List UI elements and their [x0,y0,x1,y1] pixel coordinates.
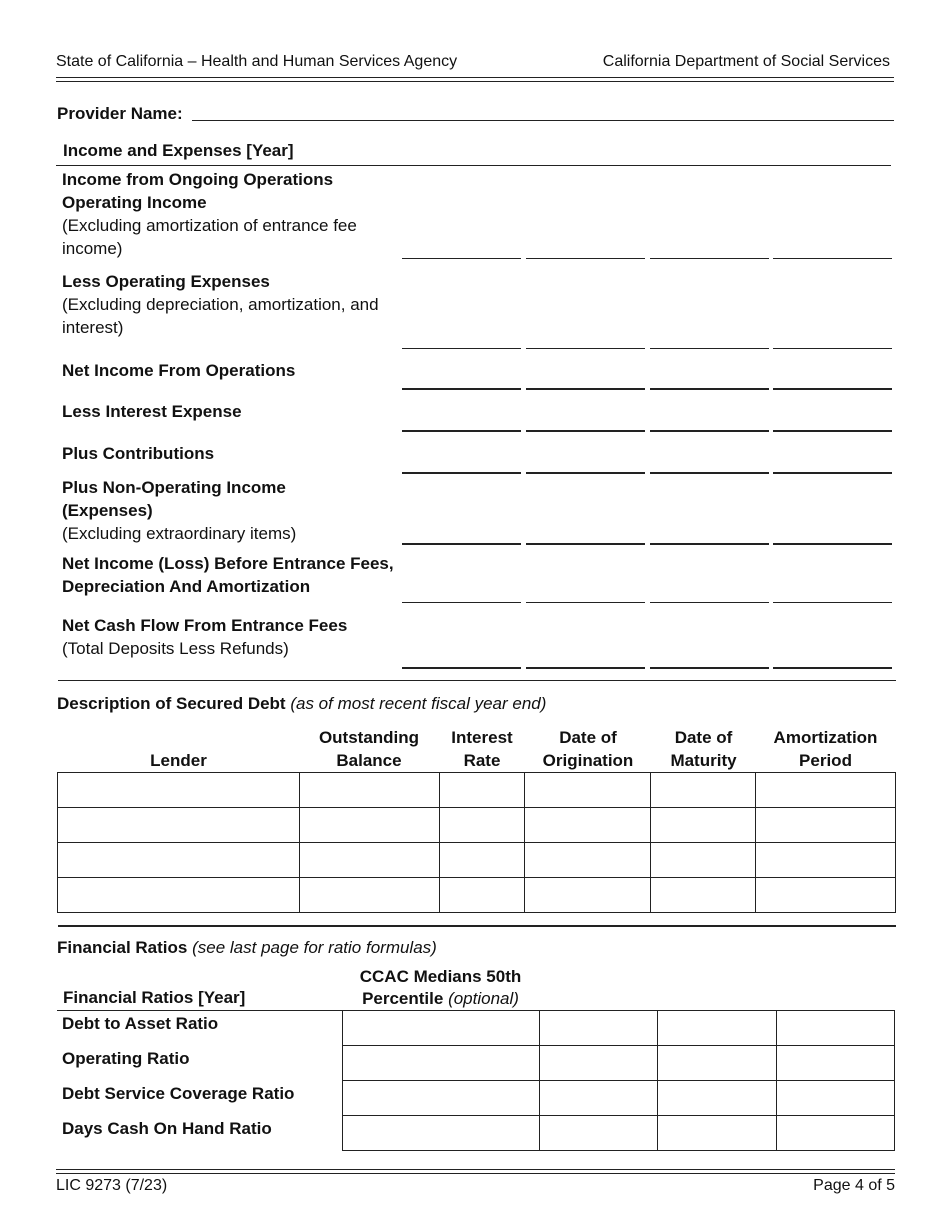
income-row-label: Less Operating Expenses [62,272,270,291]
provider-name-field[interactable] [192,100,894,121]
ratio-cell[interactable] [658,1081,777,1116]
col-line2: Period [799,751,852,770]
income-row-label: Net Cash Flow From Entrance Fees [62,616,348,635]
income-input-line[interactable] [526,543,645,545]
table-row [343,1046,895,1081]
income-row-label: Plus Non-Operating Income (Expenses) [62,478,286,520]
income-input-line[interactable] [526,667,645,669]
table-row [343,1116,895,1151]
income-row-note: (Excluding depreciation, amortization, and interest) [62,295,379,337]
table-row [58,808,896,843]
debt-cell[interactable] [756,878,896,913]
income-row-note: (Excluding amortization of entrance fee income) [62,216,357,258]
debt-col-lender [58,726,299,772]
income-input-line[interactable] [526,348,645,349]
col-line2: Lender [150,751,207,770]
debt-cell[interactable] [58,773,300,808]
ratios-table [342,1010,895,1151]
debt-cell[interactable] [651,878,756,913]
ratio-cell[interactable] [343,1116,540,1151]
table-row [343,1011,895,1046]
income-input-line[interactable] [773,472,892,474]
footer-form-number: LIC 9273 (7/23) [56,1177,168,1194]
col-line2: Maturity [670,751,737,770]
ccac-line1: CCAC Medians 50th [359,967,522,986]
income-row-operating-income [62,168,397,260]
table-row [343,1081,895,1116]
ratio-cell[interactable] [777,1116,895,1151]
footer-rule-top [56,1169,895,1170]
col-line1: Interest [451,728,513,747]
col-line1 [58,726,299,749]
income-row-label: Plus Contributions [62,444,215,463]
income-input-line[interactable] [650,430,769,432]
income-input-line[interactable] [773,667,892,669]
income-input-line[interactable] [650,667,769,669]
debt-cell[interactable] [651,843,756,878]
income-input-line[interactable] [402,388,521,390]
income-row-non-operating [62,476,362,545]
col-line1: Date of [559,728,617,747]
ratios-subtitle: (see last page for ratio formulas) [192,938,437,957]
ratio-cell[interactable] [777,1081,895,1116]
income-heading: Income and Expenses [Year] [63,141,294,160]
section-rule-debt [58,680,896,681]
income-input-line[interactable] [773,430,892,432]
debt-cell[interactable] [525,808,651,843]
income-row-contributions [62,442,397,465]
debt-subtitle: (as of most recent fiscal year end) [290,694,547,713]
debt-cell[interactable] [58,878,300,913]
ratio-cell[interactable] [539,1046,658,1081]
income-input-line[interactable] [526,472,645,474]
ratios-title: Financial Ratios [57,938,188,957]
provider-name-label: Provider Name: [57,104,183,123]
debt-col-rate [439,726,525,772]
income-input-line[interactable] [650,602,769,603]
income-row-entrance-fees [62,614,397,660]
ratio-label: Operating Ratio [62,1049,190,1068]
income-row-label: Net Income (Loss) Before Entrance Fees, Depreciation And Amortization [62,554,394,596]
income-input-line[interactable] [402,258,521,259]
income-input-line[interactable] [773,258,892,259]
debt-cell[interactable] [58,808,300,843]
debt-cell[interactable] [525,773,651,808]
ratios-row-rule [57,1010,343,1011]
income-input-line[interactable] [402,543,521,545]
footer-page-number: Page 4 of 5 [813,1177,895,1194]
ratio-cell[interactable] [658,1011,777,1046]
income-row-sublabel: Operating Income [62,193,207,212]
debt-cell[interactable] [58,843,300,878]
income-input-line[interactable] [650,543,769,545]
debt-col-balance [299,726,439,772]
debt-col-origination [525,726,651,772]
ratio-cell[interactable] [658,1116,777,1151]
debt-cell[interactable] [651,773,756,808]
col-line1: Date of [674,728,733,747]
debt-cell[interactable] [525,878,651,913]
income-row-interest-expense [62,400,397,423]
ratio-cell[interactable] [343,1011,540,1046]
debt-title: Description of Secured Debt [57,694,286,713]
income-input-line[interactable] [773,543,892,545]
debt-cell[interactable] [756,773,896,808]
income-input-line[interactable] [773,348,892,349]
debt-cell[interactable] [299,878,439,913]
ratio-cell[interactable] [343,1081,540,1116]
income-input-line[interactable] [650,258,769,259]
debt-cell[interactable] [439,878,525,913]
ratios-col-ccac [342,966,539,1010]
debt-cell[interactable] [299,808,439,843]
income-input-line[interactable] [650,388,769,390]
income-input-line[interactable] [526,602,645,603]
income-row-operating-expenses [62,270,397,339]
income-input-line[interactable] [402,667,521,669]
income-row-label: Less Interest Expense [62,402,242,421]
income-row-net-income-before-fees [62,552,402,598]
income-input-line[interactable] [650,348,769,349]
debt-col-maturity [651,726,756,772]
income-input-line[interactable] [402,348,521,349]
header-rule-top [56,77,894,78]
col-line2: Origination [542,751,634,770]
income-row-label: Income from Ongoing Operations [62,170,334,189]
ratio-cell[interactable] [539,1116,658,1151]
ccac-optional: (optional) [448,989,519,1008]
debt-cell[interactable] [651,808,756,843]
table-row [58,878,896,913]
income-input-line[interactable] [650,472,769,474]
debt-cell[interactable] [525,843,651,878]
debt-cell[interactable] [756,808,896,843]
header-rule-bottom [56,81,894,82]
debt-col-amortization [756,726,895,772]
ratio-cell[interactable] [777,1046,895,1081]
col-line1: Outstanding [318,728,420,747]
col-line2: Rate [463,751,501,770]
ratio-cell[interactable] [343,1046,540,1081]
debt-cell[interactable] [439,808,525,843]
ratio-cell[interactable] [539,1011,658,1046]
ratio-label: Days Cash On Hand Ratio [62,1119,272,1138]
debt-table [57,772,896,913]
income-row-label: Net Income From Operations [62,361,296,380]
income-input-line[interactable] [773,388,892,390]
income-input-line[interactable] [402,472,521,474]
debt-cell[interactable] [299,773,439,808]
debt-cell[interactable] [439,843,525,878]
section-rule-ratios [58,925,896,927]
ratios-col-label: Financial Ratios [Year] [63,988,246,1007]
income-row-note: (Excluding extraordinary items) [62,524,297,543]
income-input-line[interactable] [526,430,645,432]
ratio-label: Debt Service Coverage Ratio [62,1084,295,1103]
ratios-section-title [57,938,437,958]
income-row-net-income-operations [62,359,397,382]
income-row-note: (Total Deposits Less Refunds) [62,639,289,658]
income-input-line[interactable] [526,388,645,390]
ratio-cell[interactable] [777,1011,895,1046]
col-line2: Balance [336,751,402,770]
ratio-cell[interactable] [658,1046,777,1081]
income-heading-rule [56,165,891,166]
income-input-line[interactable] [402,602,521,603]
header-agency: State of California – Health and Human Services Agency [56,53,458,70]
header-department: California Department of Social Services [602,53,890,70]
debt-cell[interactable] [439,773,525,808]
debt-cell[interactable] [299,843,439,878]
footer-rule-bottom [56,1173,895,1174]
ratio-cell[interactable] [539,1081,658,1116]
table-row [58,773,896,808]
ratio-label: Debt to Asset Ratio [62,1014,219,1033]
ccac-line2 [342,988,539,1010]
income-input-line[interactable] [526,258,645,259]
debt-section-title [57,694,546,714]
ccac-percentile: Percentile [362,989,444,1008]
debt-cell[interactable] [756,843,896,878]
income-input-line[interactable] [773,602,892,603]
income-input-line[interactable] [402,430,521,432]
col-line1: Amortization [773,728,878,747]
table-row [58,843,896,878]
